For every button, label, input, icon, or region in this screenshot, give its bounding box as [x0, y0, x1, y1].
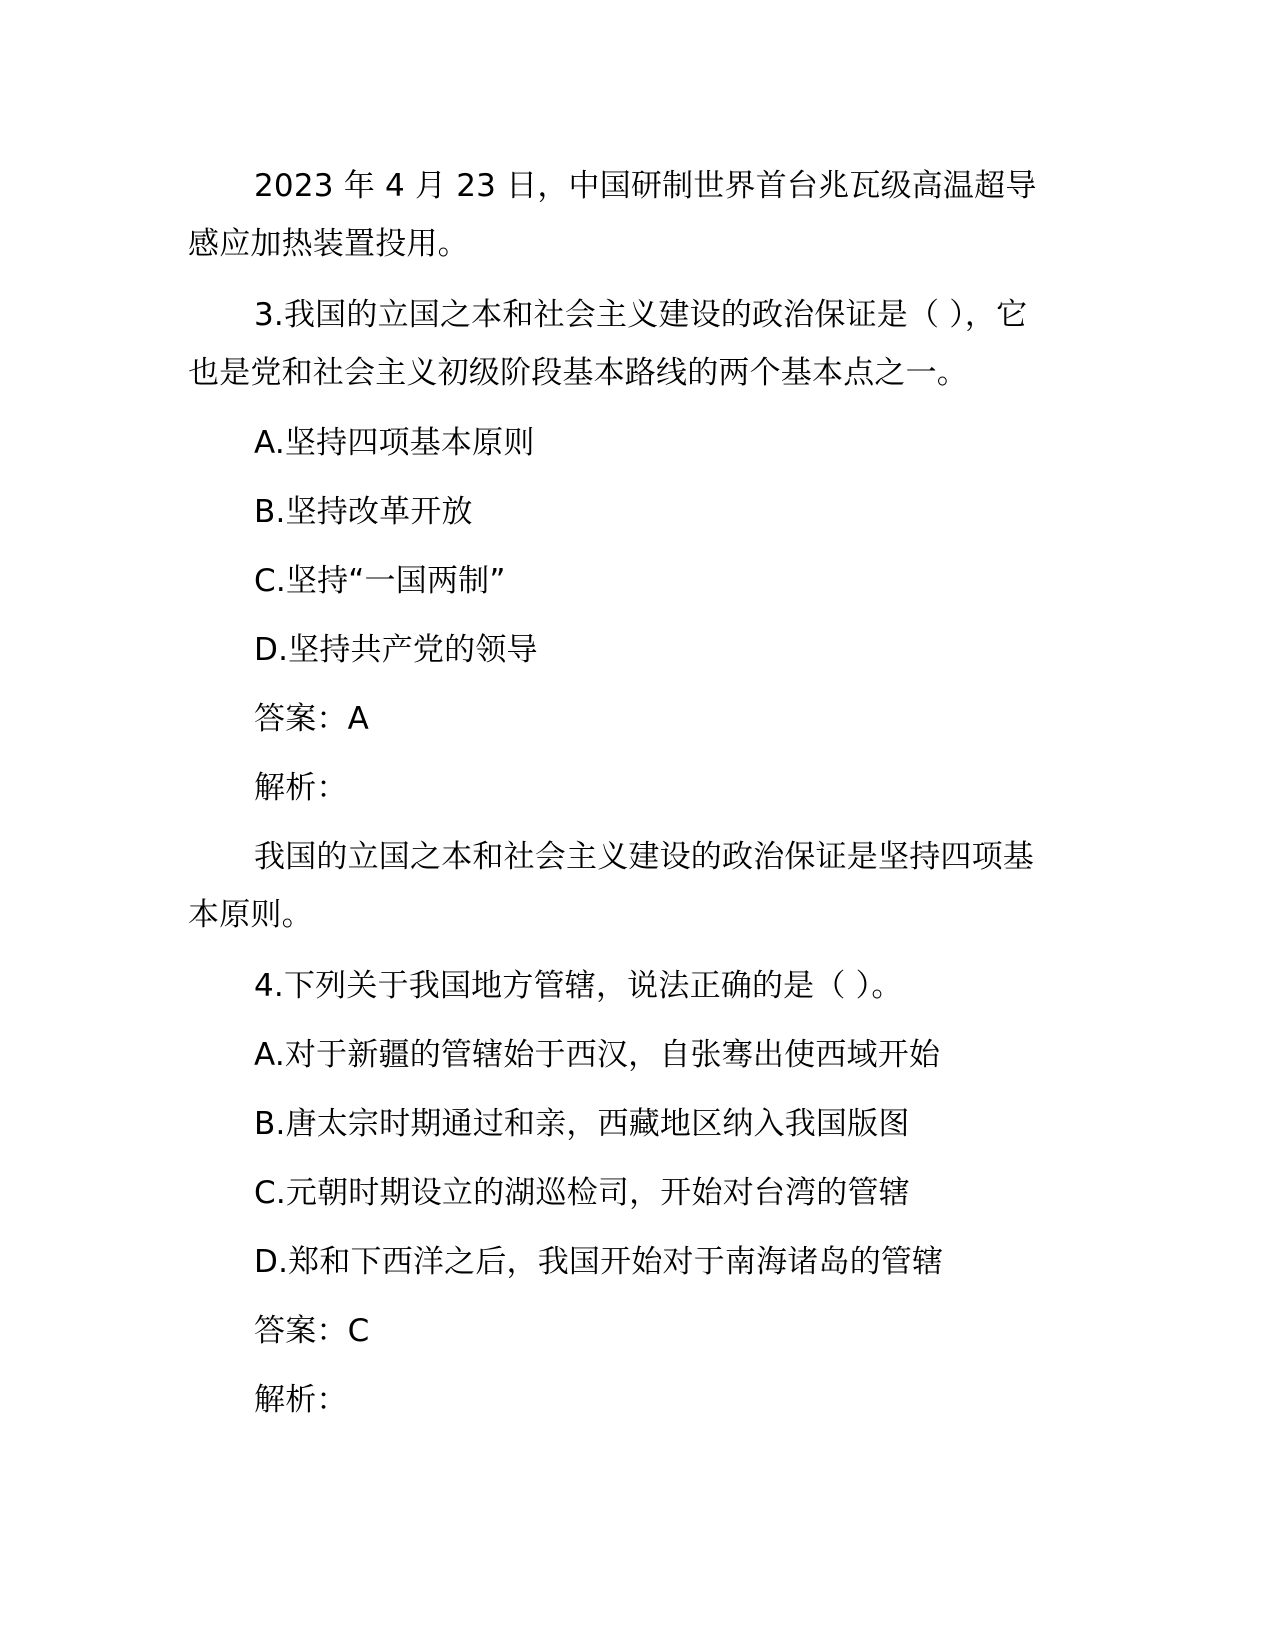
- question-3-stem-line-2: 也是党和社会主义初级阶段基本路线的两个基本点之一。: [188, 355, 968, 391]
- question-3-option-c: C.坚持“一国两制”: [254, 563, 506, 599]
- question-3-analysis-line-1: 我国的立国之本和社会主义建设的政治保证是坚持四项基: [254, 839, 1034, 875]
- question-4-option-a: A.对于新疆的管辖始于西汉，自张骞出使西域开始: [254, 1037, 941, 1073]
- question-3-option-d: D.坚持共产党的领导: [254, 632, 538, 668]
- question-4-option-d: D.郑和下西洋之后，我国开始对于南海诸岛的管辖: [254, 1244, 944, 1280]
- question-4-option-c: C.元朝时期设立的湖巡检司，开始对台湾的管辖: [254, 1175, 910, 1211]
- question-3-option-a: A.坚持四项基本原则: [254, 425, 535, 461]
- intro-line-1: 2023 年 4 月 23 日，中国研制世界首台兆瓦级高温超导: [254, 168, 1037, 204]
- question-3-analysis-label: 解析：: [254, 770, 348, 806]
- intro-line-2: 感应加热装置投用。: [188, 226, 469, 262]
- question-3-answer: 答案：A: [254, 701, 370, 737]
- question-3-option-b: B.坚持改革开放: [254, 494, 473, 530]
- question-4-option-b: B.唐太宗时期通过和亲，西藏地区纳入我国版图: [254, 1106, 910, 1142]
- question-4-stem: 4.下列关于我国地方管辖，说法正确的是（ ）。: [254, 968, 903, 1004]
- question-4-answer: 答案：C: [254, 1313, 370, 1349]
- question-3-analysis-line-2: 本原则。: [188, 897, 313, 933]
- question-4-analysis-label: 解析：: [254, 1382, 348, 1418]
- question-3-stem-line-1: 3.我国的立国之本和社会主义建设的政治保证是（ ），它: [254, 297, 1028, 333]
